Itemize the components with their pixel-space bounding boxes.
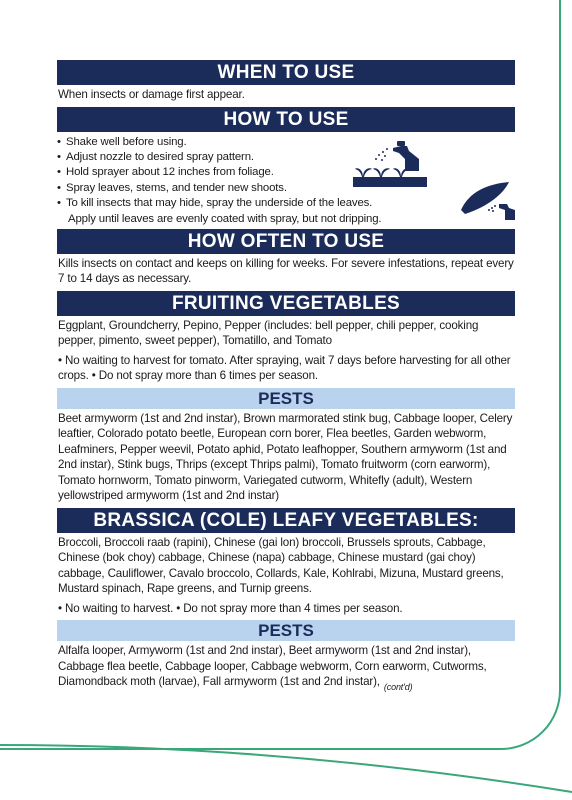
how-to-use-item: • Hold sprayer about 12 inches from foliage. <box>57 166 274 179</box>
how-to-use-heading: HOW TO USE <box>57 107 515 132</box>
how-to-use-section <box>57 135 515 229</box>
brassica-pests-heading: PESTS <box>57 620 515 641</box>
brassica-pests-text: Alfalfa looper, Armyworm (1st and 2nd instar), Beet armyworm (1st and 2nd instar), Cabbage flea beetle, Cabbage looper, Cabbage webworm, Corn earworm, Cutworms, Diamondback moth (larvae), Fall armyworm (1st and 2nd instar), $_{(cont'd)}$ <box>58 644 487 692</box>
fruiting-harvest-note: • No waiting to harvest for tomato. After spraying, wait 7 days before harvesting for all other crops. • Do not spray more than 6 times per season. <box>58 353 511 382</box>
how-to-use-item: • To kill insects that may hide, spray the underside of the leaves. <box>57 197 373 210</box>
how-to-use-item: • Adjust nozzle to desired spray pattern. <box>57 150 254 163</box>
fruiting-vegetables-heading: FRUITING VEGETABLES <box>57 291 515 316</box>
how-to-use-item-continued: Apply until leaves are evenly coated with spray, but not dripping. <box>68 212 382 225</box>
fruiting-crops-text: Eggplant, Groundcherry, Pepino, Pepper (includes: bell pepper, chili pepper, cooking pepper, pimento, sweet pepper), Tomatillo, and Tomato <box>58 318 479 347</box>
when-to-use-text: When insects or damage first appear. <box>58 88 245 101</box>
spray-bottle-and-leaf-icon <box>459 180 517 220</box>
how-often-heading: HOW OFTEN TO USE <box>57 229 515 254</box>
label-bottom-curve <box>0 740 572 800</box>
fruiting-pests-heading: PESTS <box>57 388 515 409</box>
how-to-use-item: • Spray leaves, stems, and tender new shoots. <box>57 181 287 194</box>
brassica-crops-text: Broccoli, Broccoli raab (rapini), Chinese (gai lon) broccoli, Brussels sprouts, Cabbage, Chinese (bok choy) cabbage, Chinese (napa) cabbage, Chinese mustard (gai choy) cabbage, Cauliflower, Cavalo broccolo, Collards, Kale, Kohlrabi, Mizuna, Mustard greens, Mustard spinach, Rape greens, and Turnip greens. <box>58 535 504 595</box>
fruiting-pests-text: Beet armyworm (1st and 2nd instar), Brown marmorated stink bug, Cabbage looper, Celery leaftier, Colorado potato beetle, European corn borer, Flea beetles, Garden webworm, Leafminers, Pepper weevil, Potato aphid, Potato leafhopper, Southern armyworm (1st and 2nd instar), Stink bugs, Thrips (except Thrips palmi), Tomato fruitworm (corn earworm), Tomato hornworm, Tomato pinworm, Variegated cutworm, Whitefly (adult), Western yellowstriped armyworm (1st and 2nd instar) <box>58 411 513 502</box>
how-to-use-list <box>57 135 515 227</box>
how-often-text: Kills insects on contact and keeps on killing for weeks. For severe infestations, repeat every 7 to 14 days as necessary. <box>58 256 514 285</box>
when-to-use-heading: WHEN TO USE <box>57 60 515 85</box>
directions-panel <box>57 60 515 695</box>
how-to-use-item: • Shake well before using. <box>57 135 187 148</box>
continued-note: (cont'd) <box>383 682 413 692</box>
spray-bottle-over-plants-icon <box>349 139 431 189</box>
brassica-harvest-note: • No waiting to harvest. • Do not spray more than 4 times per season. <box>58 601 403 615</box>
brassica-heading: BRASSICA (COLE) LEAFY VEGETABLES: <box>57 508 515 533</box>
